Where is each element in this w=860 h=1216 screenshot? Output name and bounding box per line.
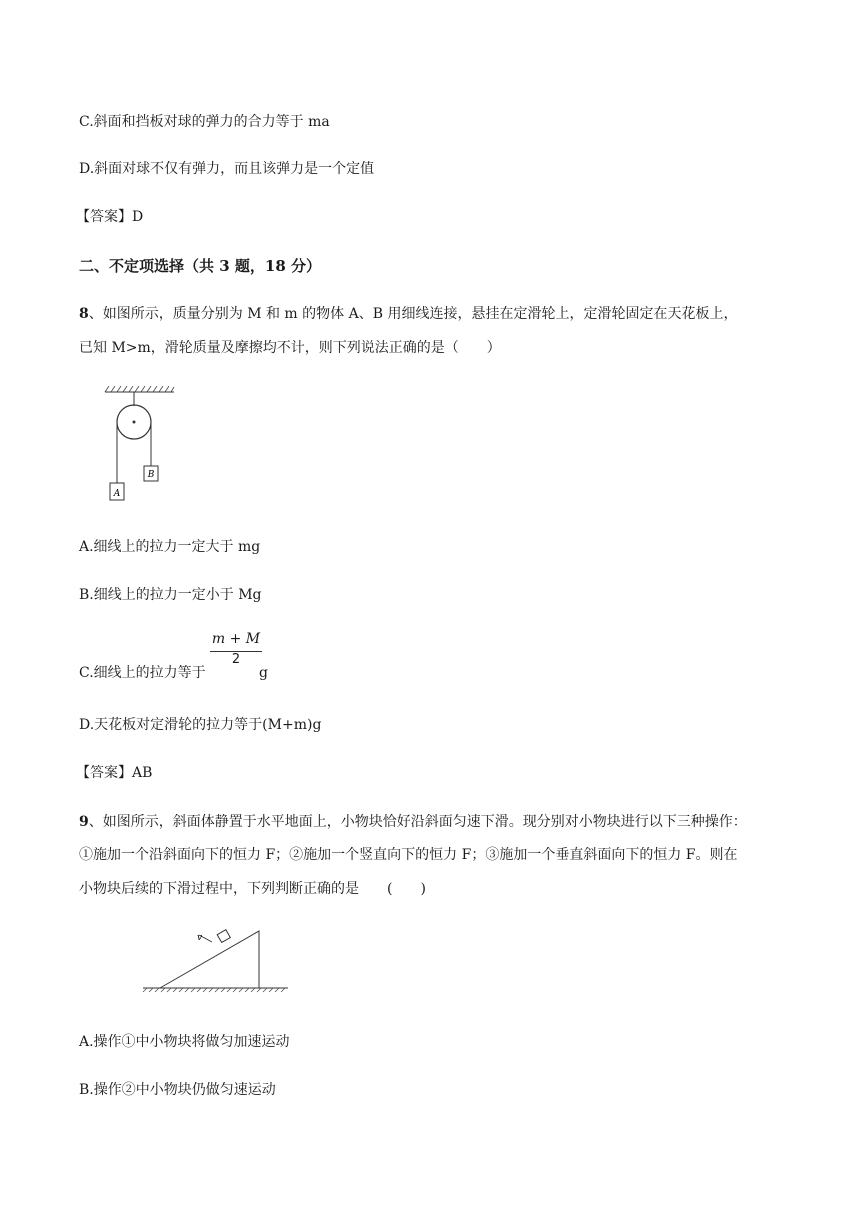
fraction-numerator: m + M	[211, 631, 261, 647]
q8-option-a: A.细线上的拉力一定大于 mg	[79, 539, 261, 555]
q8-stem-text1: 、如图所示，质量分别为 M 和 m 的物体 A、B 用细线连接，悬挂在定滑轮上，定滑轮固定在天花板上，	[88, 306, 738, 322]
q9-option-a: A.操作①中小物块将做匀加速运动	[79, 1034, 290, 1050]
q8-stem-line1	[79, 305, 737, 323]
label-a: A	[113, 489, 121, 499]
pulley-figure	[100, 386, 180, 510]
q8-option-c-unit: g	[259, 665, 268, 681]
q9-stem-line3: 小物块后续的下滑过程中，下列判断正确的是 ( )	[79, 881, 426, 897]
q9-stem-text1: 、如图所示，斜面体静置于水平地面上，小物块恰好沿斜面匀速下滑。现分别对小物块进行以下三种操作：	[88, 814, 747, 830]
fraction-denominator: 2	[231, 652, 241, 667]
section-title: 二、不定项选择（共 3 题，18 分）	[79, 257, 321, 275]
q9-stem-line2: ①施加一个沿斜面向下的恒力 F；②施加一个竖直向下的恒力 F；③施加一个垂直斜面向下的恒力 F。则在	[79, 847, 738, 863]
q8-answer: 【答案】AB	[76, 765, 153, 781]
small-block	[217, 930, 230, 943]
q8-option-b: B.细线上的拉力一定小于 Mg	[79, 587, 262, 603]
q9-number: 9	[79, 814, 89, 830]
label-b: B	[147, 470, 155, 480]
q8-stem-line2: 已知 M>m，滑轮质量及摩擦均不计，则下列说法正确的是（ ）	[79, 340, 501, 356]
q9-option-b: B.操作②中小物块仍做匀速运动	[79, 1082, 276, 1098]
fraction	[210, 630, 262, 668]
q8-option-d: D.天花板对定滑轮的拉力等于(M+m)g	[79, 717, 322, 733]
q7-option-c: C.斜面和挡板对球的弹力的合力等于 ma	[79, 114, 330, 130]
incline-figure	[140, 924, 290, 996]
q9-stem-line1	[79, 813, 747, 831]
velocity-label: v	[197, 933, 203, 943]
q7-answer: 【答案】D	[76, 209, 144, 225]
q8-option-c: C.细线上的拉力等于	[79, 665, 206, 681]
q8-number: 8	[79, 306, 89, 322]
q7-option-d: D.斜面对球不仅有弹力，而且该弹力是一个定值	[79, 161, 375, 177]
